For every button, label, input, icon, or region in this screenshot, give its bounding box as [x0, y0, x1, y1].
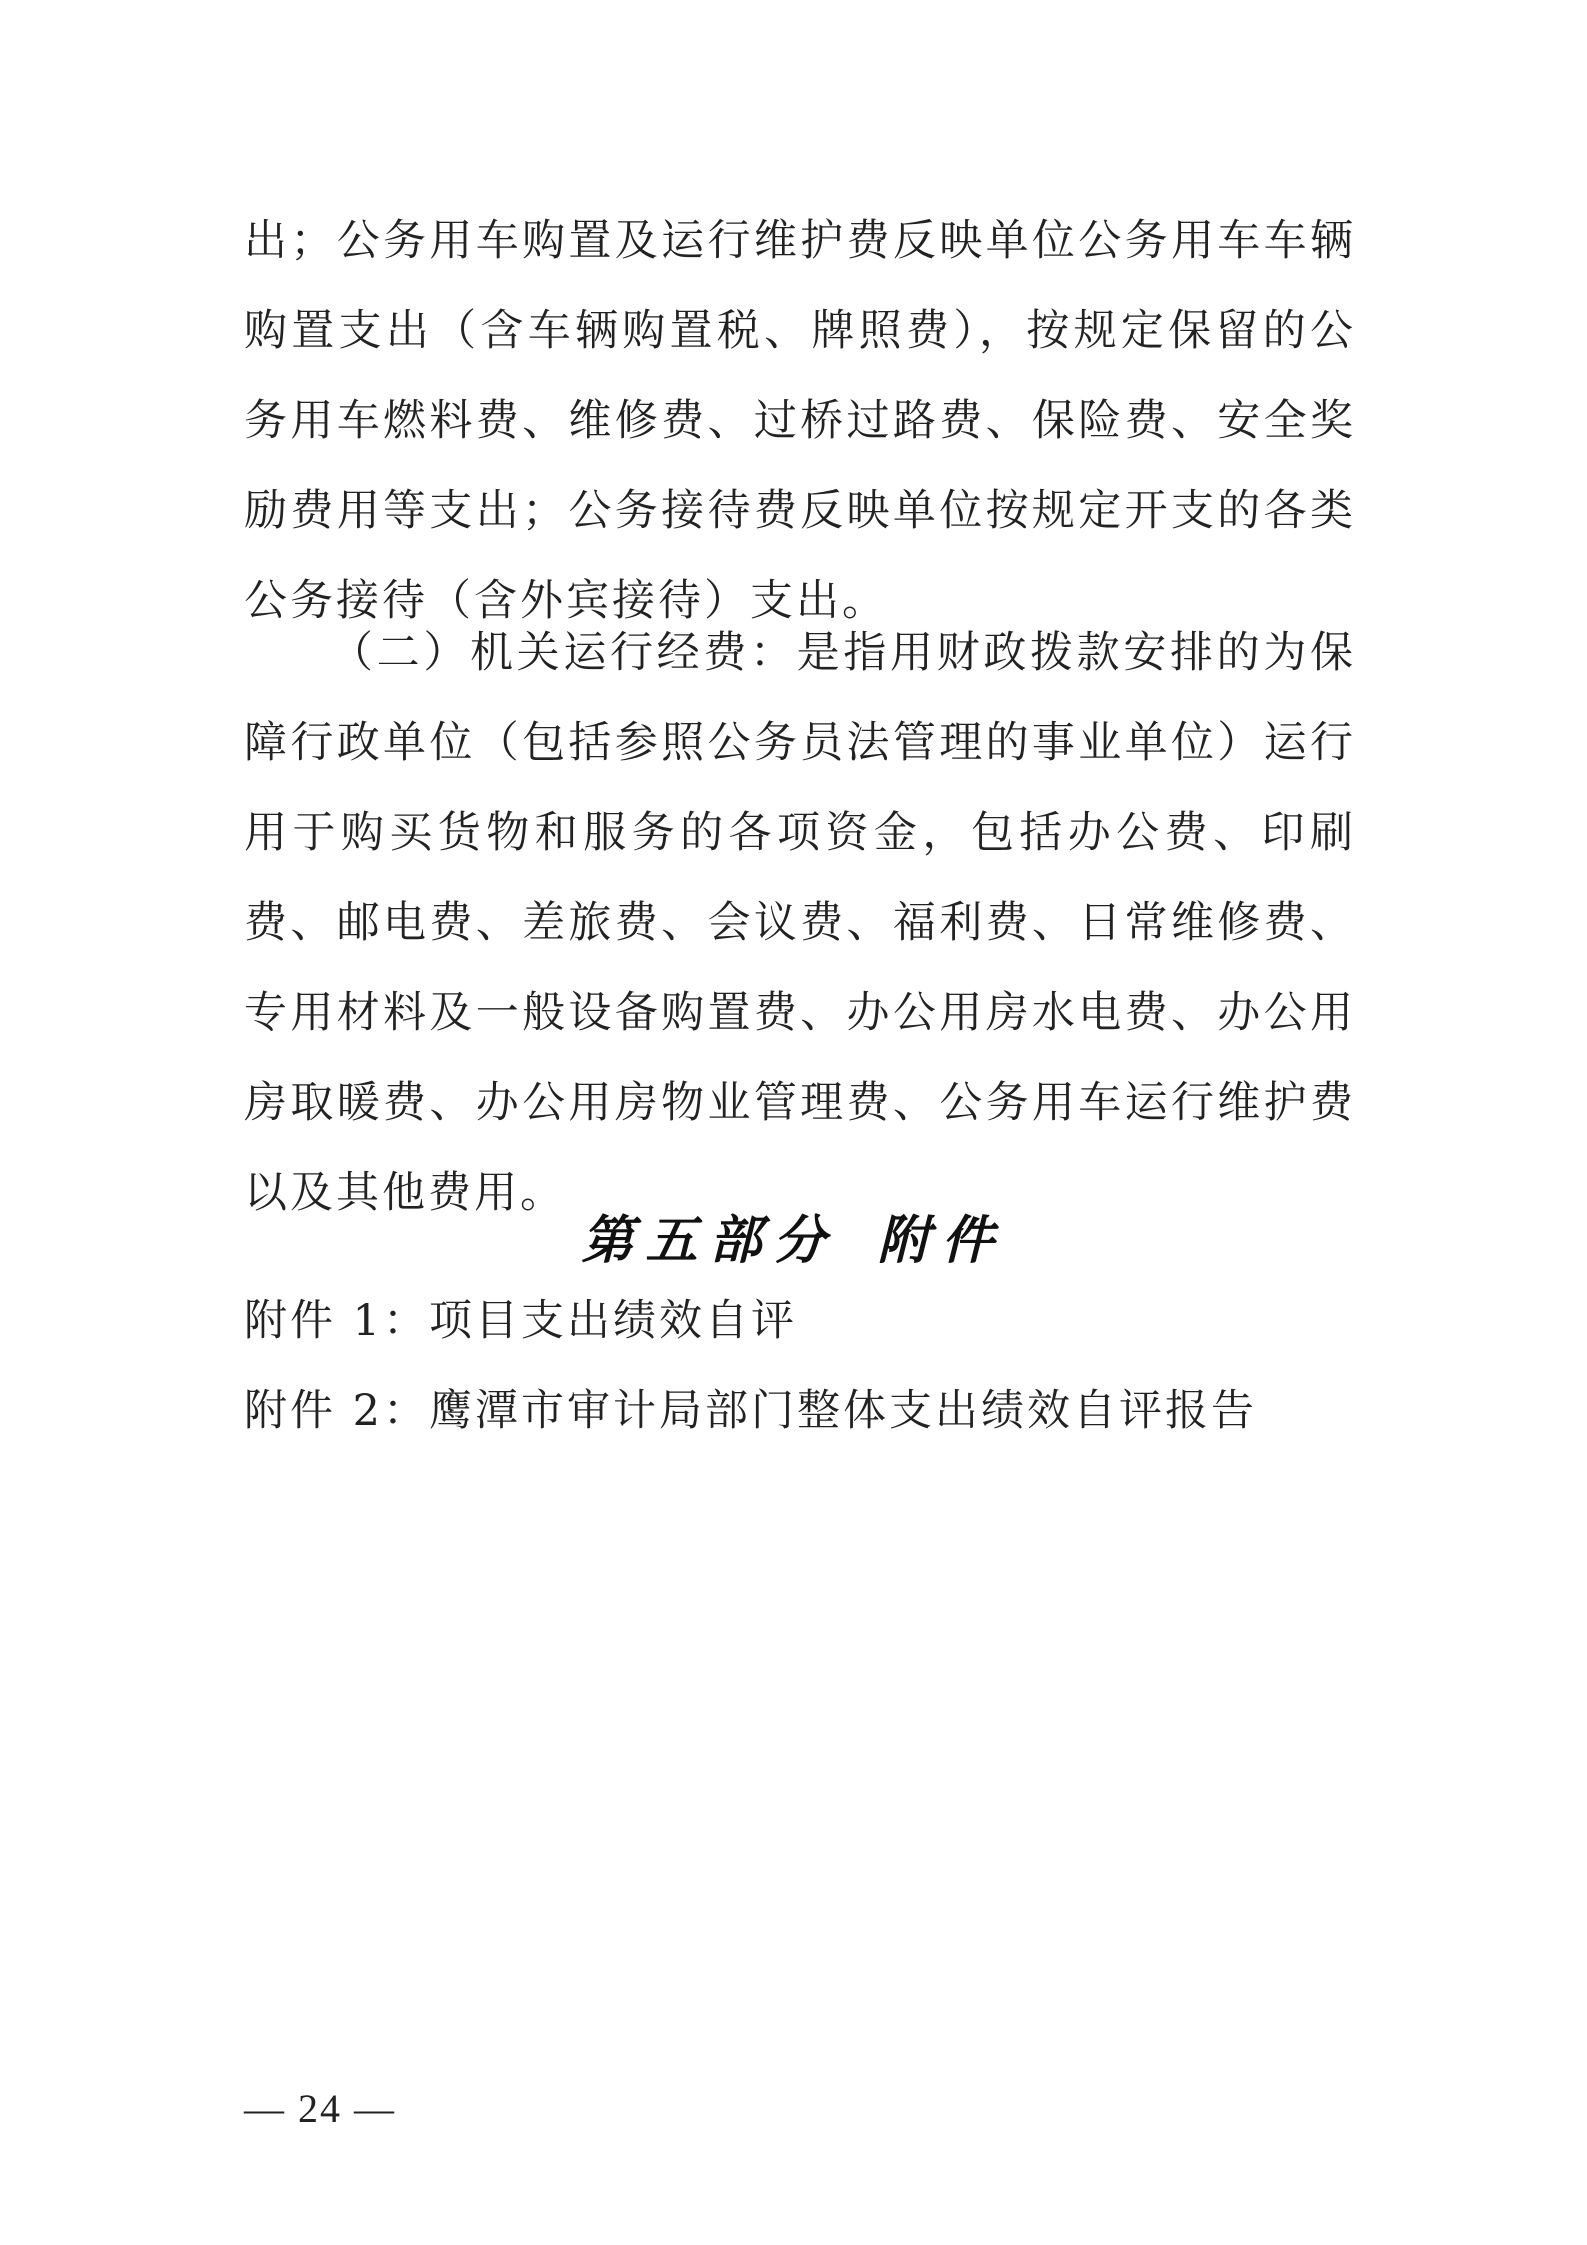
attachments-list: [244, 1276, 1356, 1456]
paragraph-operating-expenses: （二）机关运行经费：是指用财政拨款安排的为保障行政单位（包括参照公务员法管理的事业单位）运行用于购买货物和服务的各项资金，包括办公费、印刷费、邮电费、差旅费、会议费、福利费、日常维修费、专用材料及一般设备购置费、办公用房水电费、办公用房取暖费、办公用房物业管理费、公务用车运行维护费以及其他费用。: [244, 628, 1356, 1218]
attachment-item: 附件 1：项目支出绩效自评: [244, 1296, 798, 1346]
paragraph-expense-definitions: 出；公务用车购置及运行维护费反映单位公务用车车辆购置支出（含车辆购置税、牌照费），按规定保留的公务用车燃料费、维修费、过桥过路费、保险费、安全奖励费用等支出；公务接待费反映单位按规定开支的各类公务接待（含外宾接待）支出。: [244, 216, 1356, 626]
section-heading-part: 第五部分: [581, 1210, 838, 1271]
attachment-item: 附件 2：鹰潭市审计局部门整体支出绩效自评报告: [244, 1386, 1258, 1436]
section-heading-title: 附件: [877, 1210, 1006, 1271]
section-heading: [0, 1198, 1587, 1273]
page-number: — 24 —: [244, 2086, 396, 2131]
